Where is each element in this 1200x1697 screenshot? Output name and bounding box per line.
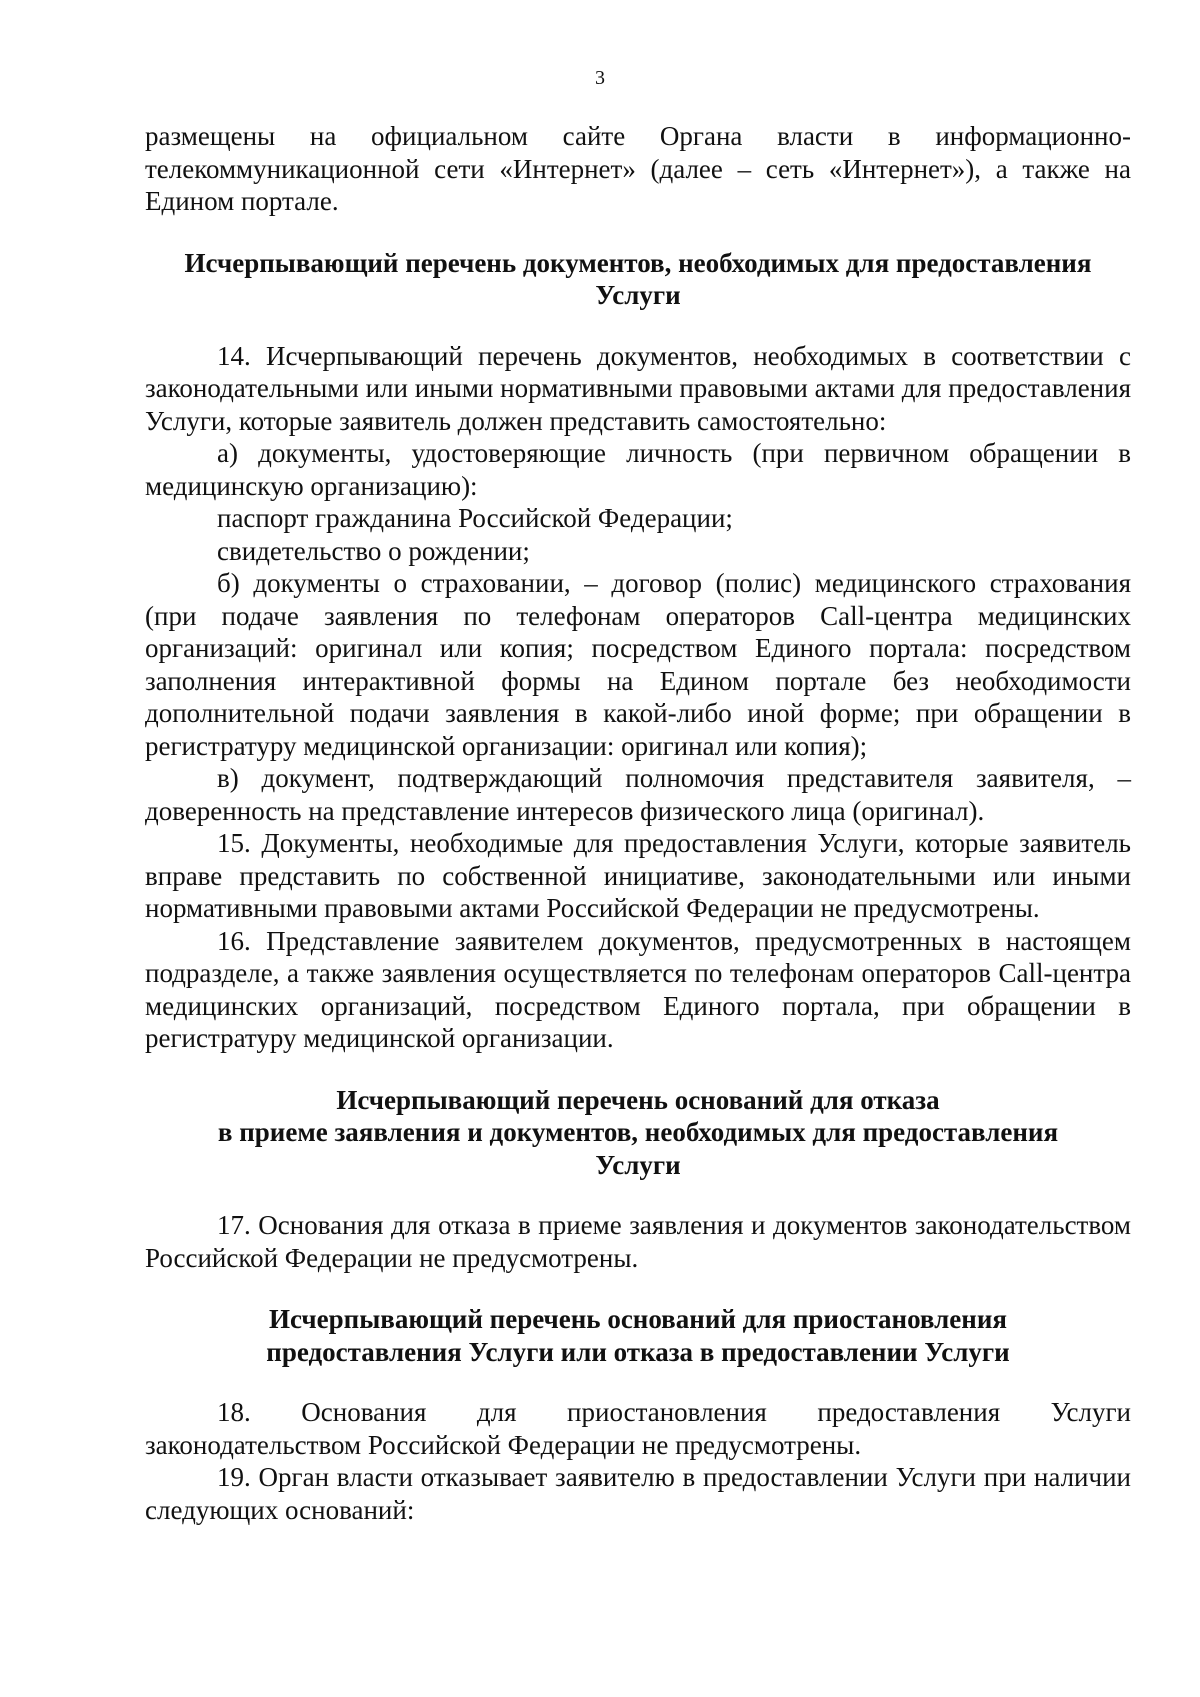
paragraph-15: 15. Документы, необходимые для предоставления Услуги, которые заявитель вправе представить по собственной инициативе, законодательными или иными нормативными правовыми актами Российской Федерации не предусмотрены. <box>145 828 1131 923</box>
list-item-birth-certificate: свидетельство о рождении; <box>217 535 530 566</box>
heading-line: Услуги <box>595 280 681 310</box>
section-body-refusal-grounds <box>145 1209 1131 1274</box>
paragraph-18: 18. Основания для приостановления предоставления Услуги законодательством Российской Федерации не предусмотрены. <box>145 1397 1131 1460</box>
paragraph-17: 17. Основания для отказа в приеме заявления и документов законодательством Российской Федерации не предусмотрены. <box>145 1210 1131 1273</box>
paragraph-16: 16. Представление заявителем документов, предусмотренных в настоящем подразделе, а также заявления осуществляется по телефонам операторов Call-центра медицинских организаций, посредством Единого портала, при обращении в регистратуру медицинской организации. <box>145 925 1131 1053</box>
document-body <box>145 120 1131 1526</box>
heading-line: Исчерпывающий перечень оснований для отказа <box>336 1084 940 1115</box>
intro-paragraph: размещены на официальном сайте Органа власти в информационно-телекоммуникационной сети «Интернет» (далее – сеть «Интернет»), а также на Едином портале. <box>145 121 1131 216</box>
section-heading-documents-list <box>145 247 1131 312</box>
paragraph-14-a: а) документы, удостоверяющие личность (при первичном обращении в медицинскую организацию): <box>145 438 1131 501</box>
heading-line: в приеме заявления и документов, необходимых для предоставления <box>217 1117 1059 1147</box>
paragraph-19: 19. Орган власти отказывает заявителю в предоставлении Услуги при наличии следующих оснований: <box>145 1462 1131 1525</box>
paragraph-14-b: б) документы о страховании, – договор (полис) медицинского страхования (при подаче заявления по телефонам операторов Call-центра медицинских организаций: оригинал или копия; посредством Единого портала: посредством заполнения интерактивной формы на Едином портале без необходимости дополнительной подачи заявления в какой-либо иной форме; при обращении в регистратуру медицинской организации: оригинал или копия); <box>145 568 1131 761</box>
page-number: 3 <box>595 67 605 89</box>
section-heading-refusal-grounds <box>145 1084 1131 1182</box>
heading-line: Исчерпывающий перечень документов, необходимых для предоставления <box>184 247 1092 278</box>
heading-line: предоставления Услуги или отказа в предоставлении Услуги <box>266 1336 1010 1367</box>
paragraph-14: 14. Исчерпывающий перечень документов, необходимых в соответствии с законодательными или иными нормативными правовыми актами для предоставления Услуги, которые заявитель должен представить самостоятельно: <box>145 340 1131 436</box>
section-body-documents-list <box>145 340 1131 1055</box>
heading-line: Исчерпывающий перечень оснований для приостановления <box>268 1304 1008 1334</box>
list-item-passport: паспорт гражданина Российской Федерации; <box>217 503 733 533</box>
paragraph-14-v: в) документ, подтверждающий полномочия представителя заявителя, – доверенность на представление интересов физического лица (оригинал). <box>145 763 1131 826</box>
heading-line: Услуги <box>595 1149 681 1180</box>
section-body-suspension-grounds <box>145 1396 1131 1526</box>
section-heading-suspension-grounds <box>145 1303 1131 1368</box>
